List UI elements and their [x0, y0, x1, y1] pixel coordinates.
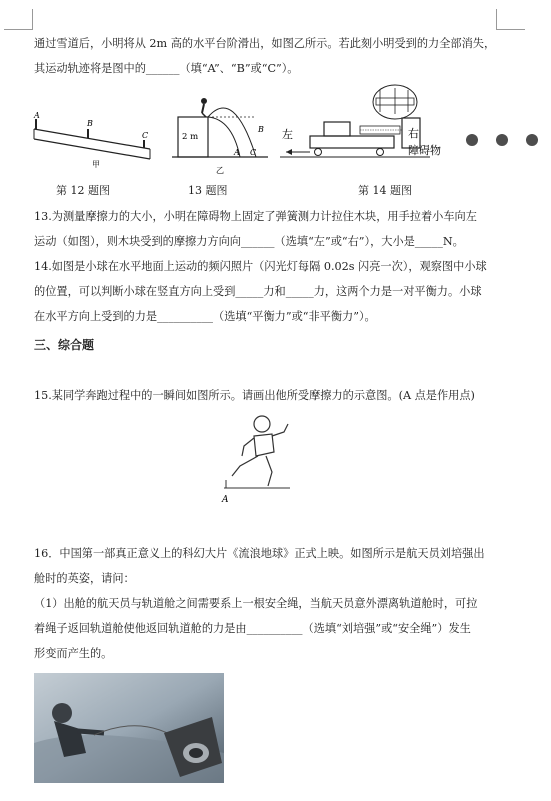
label-a: A: [34, 111, 40, 120]
label-a: A: [234, 148, 240, 157]
label-right: 右: [408, 127, 419, 140]
label-b: B: [258, 125, 264, 134]
text-line: 着绳子返回轨道舱使他返回轨道舱的力是由__________（选填“刘培强”或“安全绳”）发生: [34, 622, 471, 635]
text-line: 13.为测量摩擦力的大小，小明在障碍物上固定了弹簧测力计拉住木块，用手拉着小车向左: [34, 210, 477, 223]
label-height: 2 m: [182, 132, 199, 142]
runner-figure: [210, 410, 300, 510]
section-title: 三、综合题: [34, 338, 95, 352]
ellipsis-icon: [462, 130, 547, 150]
label-obstacle: 障碍物: [408, 144, 441, 157]
figure-13-step: [172, 95, 272, 177]
text-line: 的位置，可以判断小球在竖直方向上受到_____力和_____力，这两个力是一对平衡力。小球: [34, 285, 482, 298]
text-line: 运动（如图），则木块受到的摩擦力方向向______（选填“左”或“右”），大小是_____N。: [34, 235, 464, 248]
text-line: 14.如图是小球在水平地面上运动的频闪照片（闪光灯每隔 0.02s 闪亮一次），观察图中小球: [34, 260, 487, 273]
label-a: A: [222, 495, 229, 505]
crop-mark-right: [496, 9, 525, 30]
skier-icon: [201, 98, 207, 117]
figure-14-caption: 第 14 题图: [358, 184, 412, 197]
label-jia: 甲: [92, 160, 100, 169]
text-line: 16．中国第一部真正意义上的科幻大片《流浪地球》正式上映。如图所示是航天员刘培强出: [34, 547, 485, 560]
figure-14-cart: [280, 82, 470, 164]
text-line: （1）出舱的航天员与轨道舱之间需要系上一根安全绳，当航天员意外漂离轨道舱时，可拉: [34, 597, 478, 610]
crop-mark-left: [4, 9, 33, 30]
text-line: 其运动轨迹将是图中的______（填“A”、“B”或“C”）。: [34, 62, 299, 75]
label-b: B: [87, 119, 93, 128]
label-left: 左: [282, 128, 293, 141]
figure-12-caption: 第 12 题图: [56, 184, 110, 197]
figure-12-slope: [30, 107, 160, 169]
label-c: C: [250, 148, 257, 157]
text-line: 15.某同学奔跑过程中的一瞬间如图所示。请画出他所受摩擦力的示意图。(A 点是作用点): [34, 389, 475, 402]
figure-13-caption: 13 题图: [188, 184, 228, 197]
label-c: C: [142, 131, 149, 140]
text-line: 舱时的英姿，请问：: [34, 572, 135, 585]
text-line: 通过雪道后，小明将从 2m 高的水平台阶滑出，如图乙所示。若此刻小明受到的力全部消失，: [34, 37, 496, 50]
astronaut-photo: [34, 673, 224, 783]
text-line: 形变而产生的。: [34, 647, 113, 660]
text-line: 在水平方向上受到的力是__________（选填“平衡力”或“非平衡力”）。: [34, 310, 376, 323]
label-yi: 乙: [216, 166, 224, 175]
